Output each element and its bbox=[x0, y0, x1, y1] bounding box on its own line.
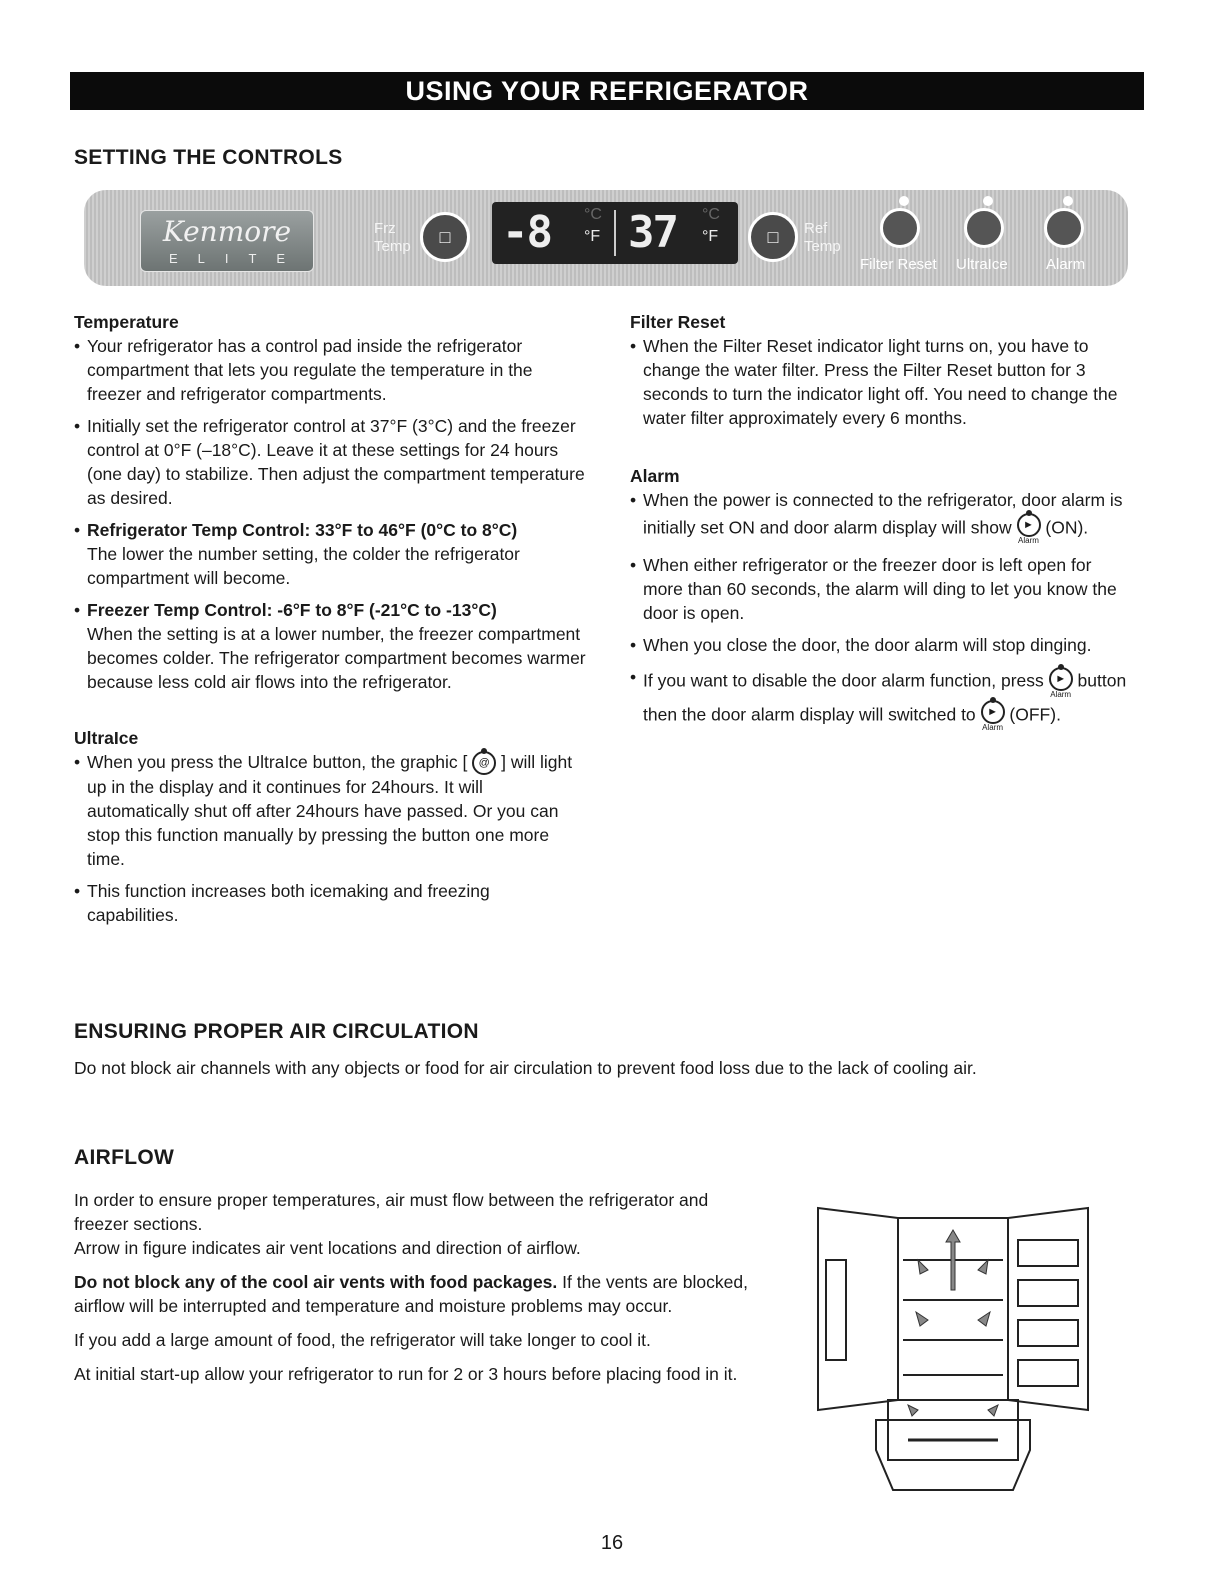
airflow-arrow-left-icon bbox=[918, 1260, 928, 1274]
ref-unit-c: °C bbox=[702, 206, 720, 223]
alarm-bullet-3: • When you close the door, the door alarm will stop dinging. bbox=[630, 633, 1130, 657]
alarm-label: Alarm bbox=[1046, 256, 1086, 273]
filter-heading: Filter Reset bbox=[630, 312, 726, 332]
ultraice-text-post: ] will light up in the display and it continues for 24hours. It will automatically shut off after 24hours have passed. Or you can stop this function manually by pressing the button one more time. bbox=[87, 752, 573, 870]
circulation-title: ENSURING PROPER AIR CIRCULATION bbox=[74, 1020, 479, 1043]
airflow-title: AIRFLOW bbox=[74, 1146, 175, 1169]
alarm-off-glyph: ► bbox=[981, 700, 1005, 724]
airflow-p5: At initial start-up allow your refrigerator to run for 2 or 3 hours before placing food in it. bbox=[74, 1364, 738, 1384]
alarm-heading: Alarm bbox=[630, 466, 680, 486]
airflow-p3 bbox=[74, 1270, 764, 1318]
ref-range-text: The lower the number setting, the colder the refrigerator compartment will become. bbox=[87, 544, 520, 588]
ultraice-bullet-1 bbox=[74, 750, 586, 871]
airflow-p1: In order to ensure proper temperatures, air must flow between the refrigerator and freezer sections. bbox=[74, 1190, 709, 1234]
temperature-bullet-4 bbox=[74, 598, 586, 694]
freezer-arrow-right-icon bbox=[988, 1405, 998, 1416]
left-column bbox=[74, 310, 586, 935]
airflow-arrow-lower-left-icon bbox=[916, 1312, 928, 1326]
page-number: 16 bbox=[600, 1532, 624, 1554]
filter-reset-button[interactable] bbox=[880, 208, 920, 248]
alarm-button[interactable] bbox=[1044, 208, 1084, 248]
frz-temp-button[interactable]: □ bbox=[420, 212, 470, 262]
display-divider bbox=[614, 210, 616, 256]
ultraice-heading: UltraIce bbox=[74, 728, 139, 748]
freezer-arrow-left-icon bbox=[908, 1405, 918, 1416]
alarm-text-pre: When the power is connected to the refrigerator, door alarm is initially set ON and door alarm display will show bbox=[643, 490, 1123, 538]
ultraice-text-pre: When you press the UltraIce button, the graphic [ bbox=[87, 752, 468, 772]
ultraice-bullet-2: • This function increases both icemaking and freezing capabilities. bbox=[74, 879, 586, 927]
logo-brand: Kenmore bbox=[162, 215, 292, 248]
ref-unit: °F bbox=[702, 228, 719, 245]
alarm-bullet-1 bbox=[630, 488, 1130, 545]
ultraice-button[interactable] bbox=[964, 208, 1004, 248]
refrigerator-airflow-figure bbox=[808, 1200, 1098, 1500]
alarm-disable-mid: button then the door alarm display will switched to bbox=[643, 670, 1127, 725]
airflow-p3-text: If the vents are blocked, airflow will be interrupted and temperature and moisture problems may occur. bbox=[74, 1272, 748, 1316]
alarm-off-icon-label: Alarm bbox=[982, 723, 1003, 733]
setting-controls-title: SETTING THE CONTROLS bbox=[74, 146, 343, 169]
airflow-p2: Arrow in figure indicates air vent locations and direction of airflow. bbox=[74, 1238, 581, 1258]
freezer-drawer bbox=[888, 1400, 1018, 1460]
temperature-bullet-3 bbox=[74, 518, 586, 590]
frz-value: -8 bbox=[502, 207, 551, 258]
ref-range: Refrigerator Temp Control: 33°F to 46°F (0°C to 8°C) bbox=[87, 520, 518, 540]
airflow-arrow-lower-right-icon bbox=[978, 1312, 990, 1326]
alarm-disable-post: (OFF). bbox=[1009, 704, 1061, 725]
alarm-bullet-4 bbox=[630, 665, 1130, 732]
page-banner: USING YOUR REFRIGERATOR bbox=[70, 72, 1144, 110]
alarm-on-glyph: ► bbox=[1017, 513, 1041, 537]
frz-unit: °F bbox=[584, 228, 601, 245]
temp-display bbox=[492, 202, 738, 264]
circulation-text: Do not block air channels with any objects or food for air circulation to prevent food loss due to the lack of cooling air. bbox=[74, 1058, 977, 1078]
alarm-text-post: (ON). bbox=[1045, 517, 1089, 538]
frz-unit-c: °C bbox=[584, 206, 602, 223]
ref-temp-button[interactable]: □ bbox=[748, 212, 798, 262]
airflow-warning: Do not block any of the cool air vents with food packages. bbox=[74, 1272, 558, 1292]
right-door bbox=[1008, 1208, 1088, 1410]
logo-sub: ELITE bbox=[168, 251, 306, 266]
alarm-on-icon-label: Alarm bbox=[1018, 536, 1039, 546]
frz-range: Freezer Temp Control: -6°F to 8°F (-21°C to -13°C) bbox=[87, 600, 497, 620]
filter-reset-label: Filter Reset bbox=[860, 256, 937, 273]
alarm-press-icon-label: Alarm bbox=[1050, 689, 1072, 699]
alarm-press-icon bbox=[1049, 665, 1073, 698]
frz-temp-label: Frz Temp bbox=[374, 220, 411, 255]
right-column bbox=[630, 310, 1130, 740]
alarm-on-icon bbox=[1017, 512, 1041, 545]
frz-range-text: When the setting is at a lower number, the freezer compartment becomes colder. The refrigerator compartment becomes warmer because less cold air flows into the refrigerator. bbox=[87, 624, 586, 692]
filter-bullet-1: • When the Filter Reset indicator light turns on, you have to change the water filter. Press the Filter Reset button for 3 seconds to turn the indicator light off. You need to change the water filter approximately every 6 months. bbox=[630, 334, 1130, 430]
alarm-off-icon bbox=[981, 699, 1005, 732]
alarm-disable-pre: If you want to disable the door alarm function, press bbox=[643, 670, 1044, 691]
alarm-press-glyph: ► bbox=[1049, 667, 1073, 691]
control-panel bbox=[84, 190, 1128, 286]
temperature-bullet-2: • Initially set the refrigerator control at 37°F (3°C) and the freezer control at 0°F (–18°C). Leave it at these settings for 24 hours (one day) to stabilize. Then adjust the compartment temperature as desired. bbox=[74, 414, 586, 510]
ref-temp-label: Ref Temp bbox=[804, 220, 841, 255]
ultraice-label: UltraIce bbox=[956, 256, 1008, 273]
alarm-indicator-icon bbox=[1063, 196, 1073, 206]
temperature-heading: Temperature bbox=[74, 312, 179, 332]
temperature-bullet-1: • Your refrigerator has a control pad inside the refrigerator compartment that lets you regulate the temperature in the freezer and refrigerator compartments. bbox=[74, 334, 586, 406]
ultraice-indicator-icon bbox=[983, 196, 993, 206]
freezer-front bbox=[876, 1420, 1030, 1490]
airflow-arrow-right-icon bbox=[978, 1260, 988, 1274]
filter-indicator-icon bbox=[899, 196, 909, 206]
ref-value: 37 bbox=[628, 207, 677, 258]
left-door bbox=[818, 1208, 898, 1410]
airflow-p4: If you add a large amount of food, the refrigerator will take longer to cool it. bbox=[74, 1330, 651, 1350]
alarm-bullet-2: • When either refrigerator or the freezer door is left open for more than 60 seconds, the alarm will ding to let you know the door is open. bbox=[630, 553, 1130, 625]
kenmore-logo bbox=[140, 210, 314, 272]
ultraice-icon: @ bbox=[472, 751, 496, 775]
airflow-column bbox=[74, 1188, 764, 1386]
